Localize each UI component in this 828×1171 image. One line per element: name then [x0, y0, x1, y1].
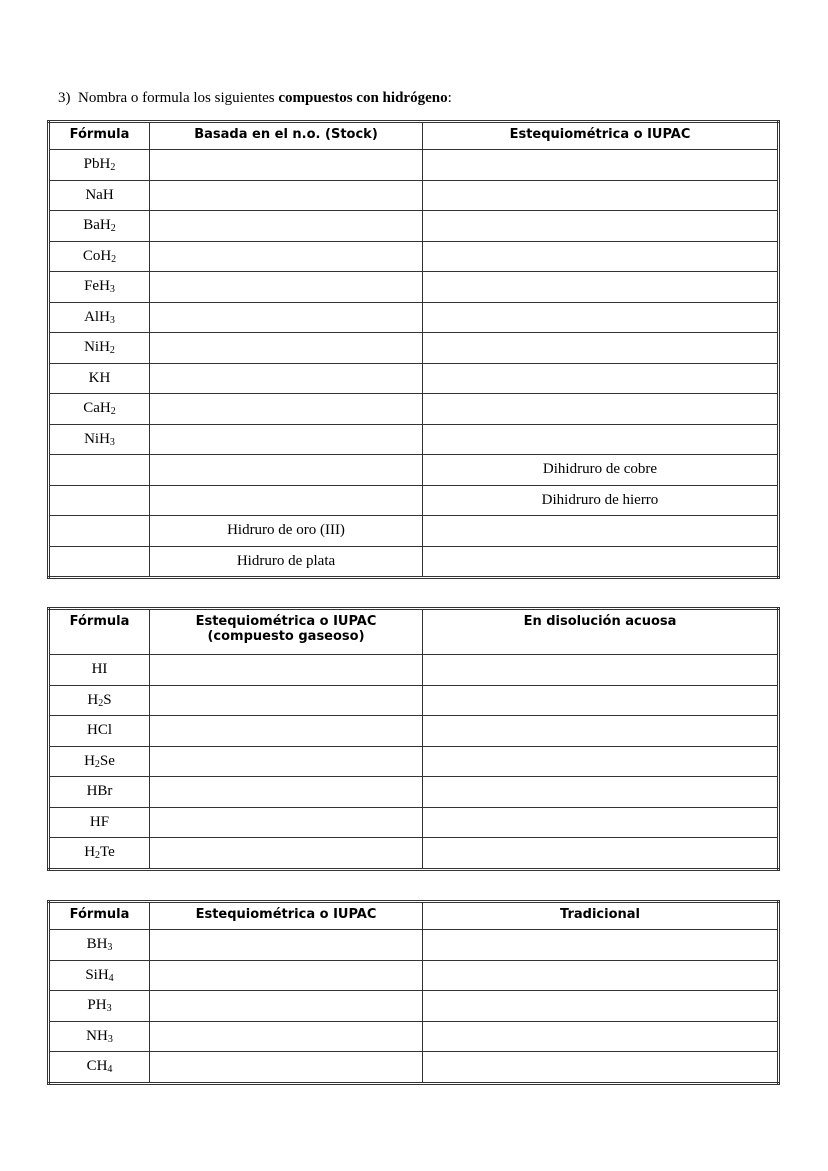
answer-cell[interactable] — [150, 746, 423, 777]
formula-cell: HCl — [49, 716, 150, 747]
table-row — [49, 333, 779, 364]
table-row — [49, 363, 779, 394]
table-row — [49, 655, 779, 686]
answer-cell[interactable] — [423, 685, 779, 716]
table-row — [49, 807, 779, 838]
answer-cell[interactable] — [423, 302, 779, 333]
answer-cell[interactable] — [150, 150, 423, 181]
answer-cell[interactable] — [423, 1052, 779, 1084]
answer-cell[interactable] — [150, 424, 423, 455]
formula-cell: FeH$_3$ — [49, 272, 150, 303]
formula-cell: NaH — [49, 180, 150, 211]
answer-cell[interactable] — [150, 241, 423, 272]
answer-cell[interactable] — [423, 516, 779, 547]
formula-cell: PbH$_2$ — [49, 150, 150, 181]
formula-cell: $PH_3$ — [49, 991, 150, 1022]
formula-cell: CoH$_2$ — [49, 241, 150, 272]
table-row — [49, 746, 779, 777]
answer-cell[interactable] — [423, 211, 779, 242]
table-row — [49, 1052, 779, 1084]
answer-cell[interactable] — [150, 485, 423, 516]
formula-cell — [49, 485, 150, 516]
table-row — [49, 455, 779, 486]
header-aqueous: En disolución acuosa — [423, 609, 779, 655]
hydracids-table — [47, 607, 780, 871]
exercise-title: 3) Nombra o formula los siguientes compuestos con hidrógeno: — [58, 90, 452, 106]
answer-cell[interactable]: Dihidruro de hierro — [423, 485, 779, 516]
answer-cell[interactable] — [150, 960, 423, 991]
header-iupac: Estequiométrica o IUPAC — [150, 902, 423, 930]
table-row — [49, 960, 779, 991]
answer-cell[interactable] — [423, 991, 779, 1022]
formula-cell: CaH$_2$ — [49, 394, 150, 425]
formula-cell: $NH_3$ — [49, 1021, 150, 1052]
answer-cell[interactable] — [423, 655, 779, 686]
formula-cell: $CH_4$ — [49, 1052, 150, 1084]
formula-cell — [49, 546, 150, 578]
table-row — [49, 777, 779, 808]
answer-cell[interactable] — [423, 272, 779, 303]
formula-cell: HF — [49, 807, 150, 838]
table-row — [49, 211, 779, 242]
table-row — [49, 394, 779, 425]
answer-cell[interactable]: Hidruro de oro (III) — [150, 516, 423, 547]
table-row — [49, 685, 779, 716]
answer-cell[interactable] — [423, 180, 779, 211]
formula-cell: KH — [49, 363, 150, 394]
formula-cell: NiH$_3$ — [49, 424, 150, 455]
table-row — [49, 516, 779, 547]
formula-cell — [49, 516, 150, 547]
answer-cell[interactable] — [423, 960, 779, 991]
answer-cell[interactable] — [423, 150, 779, 181]
covalent-hydrides-table — [47, 900, 780, 1085]
answer-cell[interactable] — [423, 930, 779, 961]
formula-cell: $BH_3$ — [49, 930, 150, 961]
answer-cell[interactable] — [150, 838, 423, 870]
answer-cell[interactable]: Dihidruro de cobre — [423, 455, 779, 486]
table-row — [49, 1021, 779, 1052]
formula-cell: $H_2Se$ — [49, 746, 150, 777]
formula-cell: HI — [49, 655, 150, 686]
table-row — [49, 272, 779, 303]
formula-cell: BaH$_2$ — [49, 211, 150, 242]
answer-cell[interactable] — [150, 655, 423, 686]
formula-cell: SiH$_4$ — [49, 960, 150, 991]
header-traditional: Tradicional — [423, 902, 779, 930]
header-iupac: Estequiométrica o IUPAC — [423, 122, 779, 150]
answer-cell[interactable] — [150, 302, 423, 333]
table-row — [49, 991, 779, 1022]
answer-cell[interactable] — [423, 424, 779, 455]
table-row — [49, 241, 779, 272]
answer-cell[interactable] — [423, 807, 779, 838]
answer-cell[interactable] — [150, 333, 423, 364]
answer-cell[interactable] — [423, 838, 779, 870]
formula-cell — [49, 455, 150, 486]
header-iupac: Estequiométrica o IUPAC (compuesto gaseoso) — [150, 609, 423, 655]
answer-cell[interactable] — [423, 546, 779, 578]
answer-cell[interactable] — [423, 363, 779, 394]
table-row — [49, 838, 779, 870]
answer-cell[interactable] — [150, 685, 423, 716]
answer-cell[interactable] — [423, 746, 779, 777]
answer-cell[interactable] — [150, 394, 423, 425]
answer-cell[interactable] — [150, 211, 423, 242]
answer-cell[interactable]: Hidruro de plata — [150, 546, 423, 578]
formula-cell: $H_2S$ — [49, 685, 150, 716]
header-stock: Basada en el n.o. (Stock) — [150, 122, 423, 150]
answer-cell[interactable] — [423, 777, 779, 808]
header-formula: Fórmula — [49, 609, 150, 655]
table-row — [49, 485, 779, 516]
answer-cell[interactable] — [423, 716, 779, 747]
formula-cell: NiH$_2$ — [49, 333, 150, 364]
table-row — [49, 546, 779, 578]
answer-cell[interactable] — [150, 1052, 423, 1084]
answer-cell[interactable] — [150, 363, 423, 394]
answer-cell[interactable] — [150, 930, 423, 961]
answer-cell[interactable] — [423, 333, 779, 364]
answer-cell[interactable] — [150, 455, 423, 486]
answer-cell[interactable] — [423, 394, 779, 425]
answer-cell[interactable] — [423, 241, 779, 272]
table-row — [49, 302, 779, 333]
header-formula: Fórmula — [49, 902, 150, 930]
table-row — [49, 424, 779, 455]
formula-cell: $H_2Te$ — [49, 838, 150, 870]
table-row — [49, 716, 779, 747]
answer-cell[interactable] — [150, 272, 423, 303]
table-row — [49, 930, 779, 961]
answer-cell[interactable] — [150, 180, 423, 211]
table-row — [49, 150, 779, 181]
formula-cell: AlH$_3$ — [49, 302, 150, 333]
answer-cell[interactable] — [150, 777, 423, 808]
answer-cell[interactable] — [150, 716, 423, 747]
header-formula: Fórmula — [49, 122, 150, 150]
hydrides-table — [47, 120, 780, 579]
table-row — [49, 180, 779, 211]
formula-cell: HBr — [49, 777, 150, 808]
answer-cell[interactable] — [423, 1021, 779, 1052]
answer-cell[interactable] — [150, 807, 423, 838]
answer-cell[interactable] — [150, 1021, 423, 1052]
answer-cell[interactable] — [150, 991, 423, 1022]
